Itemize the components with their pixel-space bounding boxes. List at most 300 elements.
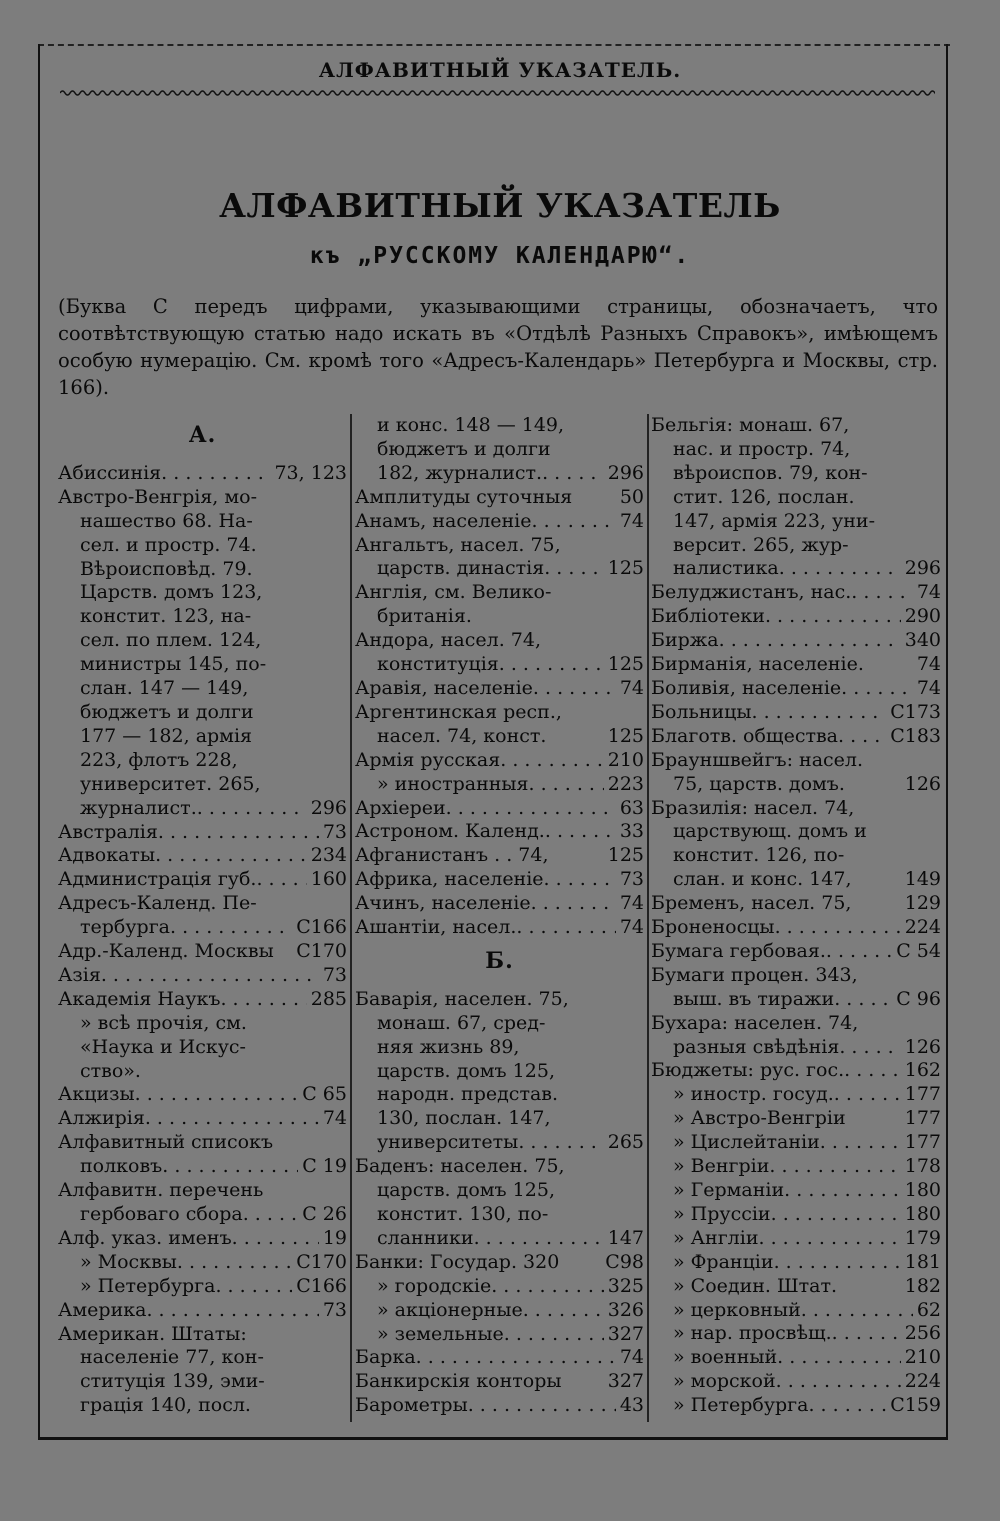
page-ref: 181 [904,1250,941,1273]
index-entry [58,1060,347,1084]
entry-text: » нар. просвѣщ. [673,1322,832,1345]
entry-text: » Петербурга [673,1394,809,1417]
dot-leader [161,462,270,486]
dot-leader [851,581,913,605]
index-entry [355,677,644,701]
entry-text: версит. 265, жур- [673,533,849,556]
entry-text: » Москвы [80,1250,177,1273]
entry-text: » церковный [673,1298,801,1321]
index-entry [355,438,644,462]
index-entry [651,844,941,868]
entry-text: Австралія [58,820,158,843]
page-ref: 210 [904,1346,941,1369]
page-ref: 73 [322,963,347,986]
index-entry [355,1060,644,1084]
dot-leader [777,1346,901,1370]
dot-leader [838,725,886,749]
index-entry [58,1179,347,1203]
entry-text: » иностр. госуд. [673,1083,834,1106]
index-entry [651,1322,941,1346]
index-entry [58,1107,347,1131]
dot-leader [820,1131,901,1155]
index-entry [651,629,941,653]
index-entry [58,486,347,510]
entry-text: Алфавитный списокъ [58,1131,274,1154]
entry-text: » Соедин. Штат. [673,1274,838,1297]
page-ref: 74 [619,676,644,699]
page-ref: 74 [619,892,644,915]
entry-text: » военный [673,1346,778,1369]
page-ref: С 26 [302,1203,347,1225]
page-ref: 177 [904,1131,941,1154]
index-entry [58,988,347,1012]
dot-leader [834,1083,901,1107]
index-entry [355,1370,644,1394]
index-entry [355,1036,644,1060]
entry-text: университет. 265, [80,772,261,795]
entry-text: сел. и простр. 74. [80,533,257,556]
page-ref: 126 [904,772,941,795]
entry-text: 177 — 182, армія [80,724,253,747]
dot-leader [784,1179,901,1203]
dot-leader [162,1155,298,1179]
index-entry [58,868,347,892]
entry-text: Англія, см. Велико- [355,581,552,604]
dot-leader [474,1227,604,1251]
entry-text: слан. и конс. 147, [673,868,852,891]
index-entry [58,773,347,797]
dot-leader [774,1251,901,1275]
entry-text: Африка, населеніе [355,868,544,891]
index-entry [651,916,941,940]
page-ref: 50 [619,485,644,508]
dot-leader [529,773,604,797]
entry-text: британія. [377,605,472,628]
entry-text: Барометры [355,1394,468,1417]
entry-text: Боливія, населеніе [651,676,842,699]
page-ref: 74 [322,1107,347,1130]
page-ref: 73 [322,820,347,843]
index-entry [651,940,941,964]
index-entry [651,677,941,701]
entry-text: тербурга [80,916,170,939]
entry-text: налистика [673,557,779,580]
entry-text: няя жизнь 89, [377,1035,520,1058]
index-entry [355,1251,644,1275]
entry-text: нашество 68. На- [80,509,253,532]
index-entry [58,725,347,749]
entry-text: Алжирія [58,1107,145,1130]
dot-leader [751,701,886,725]
entry-text: » Венгріи [673,1155,770,1178]
index-entry [651,462,941,486]
running-head: АЛФАВИТНЫЙ УКАЗАТЕЛЬ. [318,58,682,82]
index-entry [355,820,644,844]
page-ref: С170 [296,1250,347,1273]
entry-text: Алф. указ. именъ [58,1226,232,1249]
dot-leader [243,1203,299,1227]
index-column-3 [651,414,941,1418]
entry-text: народн. представ. [377,1083,559,1106]
index-entry [355,797,644,821]
index-entry [355,1394,644,1418]
page-ref: 33 [619,820,644,843]
index-column-2 [355,414,644,1418]
entry-text: Бельгія: монаш. 67, [651,414,850,436]
entry-text: Афганистанъ . . 74, [355,844,549,867]
dot-leader [145,1107,319,1131]
index-entry [355,725,644,749]
index-entry [651,892,941,916]
index-entry [651,797,941,821]
page-ref: 125 [607,844,644,867]
index-entry [651,820,941,844]
index-entry [651,1131,941,1155]
page-ref: 179 [904,1226,941,1249]
index-entry [58,821,347,845]
dot-leader [500,749,603,773]
index-entry [58,1299,347,1323]
entry-text: бюджетъ и долги [377,437,551,460]
index-entry [58,1346,347,1370]
entry-text: Бумага гербовая. [651,939,826,962]
entry-text: гербоваго сбора [80,1203,243,1225]
intro-note: (Буква С передъ цифрами, указывающими страницы, обозначаетъ, что соотвѣтствующую статью надо искать въ «Отдѣлѣ Разныхъ Справокъ», имѣющемъ особую нумерацію. См. кромѣ того «Адресъ-Календарь» Петербурга и Москвы, стр. 166). [58,295,938,399]
entry-text: нас. и простр. 74, [673,437,851,460]
index-entry [355,916,644,940]
page-ref: С173 [890,700,941,723]
entry-text: Бюджеты: рус. гос. [651,1059,845,1082]
dot-leader [499,653,604,677]
dot-leader [256,868,306,892]
page-ref: С98 [605,1250,644,1273]
entry-text: Анамъ, населеніе [355,509,532,532]
entry-text: вѣроиспов. 79, кон- [673,461,868,484]
page-ref: 256 [904,1322,941,1345]
index-entry [58,701,347,725]
entry-text: разныя свѣдѣнія [673,1035,840,1058]
index-entry [651,605,941,629]
dot-leader [101,964,319,988]
page-ref: С 65 [302,1083,347,1106]
page-ref: 73 [619,868,644,891]
entry-text: Вѣроисповѣд. 79. [80,557,253,580]
entry-text: грація 140, посл. [80,1394,251,1417]
entry-text: 147, армія 223, уни- [673,509,875,532]
entry-text: населеніе 77, кон- [80,1346,264,1369]
entry-text: бюджетъ и долги [80,700,254,723]
page-ref: 74 [619,509,644,532]
page-ref: 19 [322,1226,347,1249]
page-ref: 74 [619,1346,644,1369]
entry-text: конституція [377,653,499,676]
entry-text: слан. 147 — 149, [80,677,249,700]
dot-leader [776,1370,901,1394]
letter-heading: А. [188,422,217,448]
entry-text: 182, журналист. [377,461,543,484]
index-entry [58,534,347,558]
dot-leader [523,1299,604,1323]
index-entry [651,1155,941,1179]
entry-text: констит. 130, по- [377,1203,549,1225]
page-ref: 74 [916,653,941,676]
entry-text: Австро-Венгрія, мо- [58,485,258,508]
entry-text: Ангальтъ, насел. 75, [355,533,561,556]
entry-text: царств. домъ 125, [377,1059,555,1082]
index-entry [355,534,644,558]
dot-leader [155,844,307,868]
page-ref: 125 [607,557,644,580]
page-ref: 340 [904,629,941,652]
index-entry [58,749,347,773]
page-ref: 74 [916,676,941,699]
entry-text: Царств. домъ 123, [80,581,263,604]
entry-text: » Германіи [673,1179,785,1201]
entry-text: Ачинъ, населеніе [355,892,531,915]
index-entry [58,1323,347,1347]
entry-text: » городскіе [377,1274,492,1297]
column-divider-1 [350,414,352,1422]
entry-text: » Австро-Венгріи [673,1107,846,1130]
entry-text: Барка [355,1346,416,1369]
entry-text: Администрація губ. [58,868,257,891]
dot-leader [841,677,913,701]
page-ref: 160 [310,868,347,891]
index-entry [58,1036,347,1060]
index-entry [651,1251,941,1275]
dot-leader [839,1036,900,1060]
entry-text: насел. 74, конст. [377,724,547,747]
dot-leader [826,940,892,964]
dot-leader [416,1346,616,1370]
entry-text: сел. по плем. 124, [80,629,262,652]
index-entry [355,773,644,797]
dot-leader [146,1299,318,1323]
page-ref: С166 [296,916,347,939]
dot-leader [844,1059,901,1083]
dot-leader [197,797,307,821]
dot-leader [775,916,901,940]
dot-leader [801,1299,913,1323]
page-ref: 178 [904,1155,941,1178]
page-ref: 74 [619,916,644,939]
page-ref: 290 [904,605,941,628]
dot-leader [446,797,616,821]
page-subtitle: къ „РУССКОМУ КАЛЕНДАРЮ“. [309,243,691,269]
entry-text: царствующ. домъ и [673,820,867,843]
index-entry [355,629,644,653]
page-ref: 325 [607,1274,644,1297]
index-entry [58,629,347,653]
index-entry [355,1012,644,1036]
entry-text: констит. 123, на- [80,605,252,628]
entry-text: Астроном. Календ. [355,820,545,843]
entry-text: Американ. Штаты: [58,1322,247,1345]
page-ref: С183 [890,724,941,747]
dot-leader [834,988,892,1012]
entry-text: » Англіи [673,1226,759,1249]
entry-text: Брауншвейгъ: насел. [651,748,864,771]
index-entry [651,1299,941,1323]
page-ref: 265 [607,1131,644,1154]
entry-text: Банкирскія конторы [355,1370,562,1393]
index-entry [58,1251,347,1275]
page-ref: 296 [310,796,347,819]
entry-text: выш. въ тиражи [673,987,835,1010]
entry-text: Бумаги процен. 343, [651,963,858,986]
page-ref: С 19 [302,1155,347,1178]
page-ref: 125 [607,724,644,747]
entry-text: Абиссинія [58,461,162,484]
index-entry [355,1275,644,1299]
index-entry [58,892,347,916]
dot-leader [545,820,616,844]
index-entry [651,988,941,1012]
index-entry [355,1155,644,1179]
index-entry [651,749,941,773]
index-entry [651,1036,941,1060]
entry-text: Андора, насел. 74, [355,629,542,652]
entry-text: Банки: Государ. 320 [355,1250,560,1273]
dot-leader [544,557,604,581]
dot-leader [491,1275,604,1299]
entry-text: » всѣ прочія, см. [80,1011,247,1034]
entry-text: стит. 126, послан. [673,485,855,508]
page-ref: 43 [619,1394,644,1417]
index-entry [355,868,644,892]
page-ref: 177 [904,1083,941,1106]
index-entry [355,892,644,916]
index-entry [651,1179,941,1203]
entry-text: Ашантіи, насел. [355,916,517,939]
page-ref: 129 [904,892,941,915]
dot-leader [504,1323,604,1347]
dot-leader [765,605,901,629]
page-ref: 73, 123 [274,461,347,484]
index-entry [355,1323,644,1347]
index-entry [355,1083,644,1107]
index-entry [651,486,941,510]
page-ref: 327 [607,1322,644,1345]
page-ref: 126 [904,1035,941,1058]
page-ref: С 54 [896,939,941,962]
page-ref: 73 [322,1298,347,1321]
entry-text: » иностранныя [377,772,529,795]
entry-text: Аргентинская респ., [355,700,562,723]
page-ref: 296 [607,461,644,484]
index-entry [651,1370,941,1394]
index-entry [355,486,644,510]
index-entry [355,701,644,725]
entry-text: полковъ [80,1155,163,1178]
entry-text: констит. 126, по- [673,844,845,867]
index-entry [651,725,941,749]
index-entry [58,1370,347,1394]
index-entry [58,510,347,534]
index-entry [651,438,941,462]
index-entry [651,653,941,677]
dot-leader [769,1155,900,1179]
page-ref: 224 [904,916,941,939]
entry-text: Архіереи [355,796,446,819]
entry-text: ство». [80,1059,141,1082]
page-ref: 285 [310,987,347,1010]
index-entry [355,988,644,1012]
dot-leader [516,916,615,940]
index-entry [651,1275,941,1299]
index-entry [58,1275,347,1299]
entry-text: Бременъ, насел. 75, [651,892,852,915]
entry-text: Адвокаты [58,844,156,867]
dot-leader [533,677,616,701]
index-entry [58,916,347,940]
entry-text: » Петербурга [80,1274,216,1297]
entry-text: Благотв. общества [651,724,839,747]
entry-text: царств. домъ 125, [377,1179,555,1202]
page-ref: С170 [296,940,347,963]
index-entry [355,844,644,868]
entry-text: «Наука и Искус- [80,1035,246,1058]
index-entry [355,1131,644,1155]
dot-leader [758,1227,900,1251]
entry-text: Бирманія, населеніе. [651,653,864,676]
dot-leader [542,462,604,486]
entry-text: Бухара: населен. 74, [651,1011,859,1034]
entry-text: Адресъ-Календ. Пе- [58,892,257,915]
page-ref: 223 [607,772,644,795]
entry-text: университеты [377,1131,519,1154]
index-entry [58,844,347,868]
entry-text: » Цислейтаніи [673,1131,820,1154]
index-entry [651,701,941,725]
index-entry [651,868,941,892]
index-column-1 [58,414,347,1418]
entry-text: Биржа [651,629,719,652]
index-entry [355,462,644,486]
index-entry [651,1083,941,1107]
entry-text: Аравія, населеніе [355,676,533,699]
index-entry [355,1107,644,1131]
page-ref: С159 [890,1394,941,1417]
index-entry [651,1107,941,1131]
dot-leader [468,1394,616,1418]
entry-text: Академія Наукъ [58,987,221,1010]
index-entry [651,510,941,534]
entry-text: » морской [673,1370,776,1393]
entry-text: Азія [58,963,101,986]
index-entry [355,1203,644,1227]
index-entry [58,1227,347,1251]
index-entry [651,1203,941,1227]
page-ref: 182 [904,1274,941,1297]
index-entry [651,773,941,797]
entry-text: журналист. [80,796,197,819]
dot-leader [135,1083,299,1107]
page-ref: 62 [916,1298,941,1321]
dot-leader [220,988,306,1012]
index-entry [58,964,347,988]
index-entry [651,1012,941,1036]
page-ref: С166 [296,1274,347,1297]
wavy-rule [60,88,935,98]
entry-text: ституція 139, эми- [80,1370,265,1393]
index-entry [58,581,347,605]
index-entry [355,581,644,605]
page-ref: С 96 [896,987,941,1010]
index-entry [651,1346,941,1370]
entry-text: монаш. 67, сред- [377,1011,546,1034]
letter-heading: Б. [485,947,514,974]
